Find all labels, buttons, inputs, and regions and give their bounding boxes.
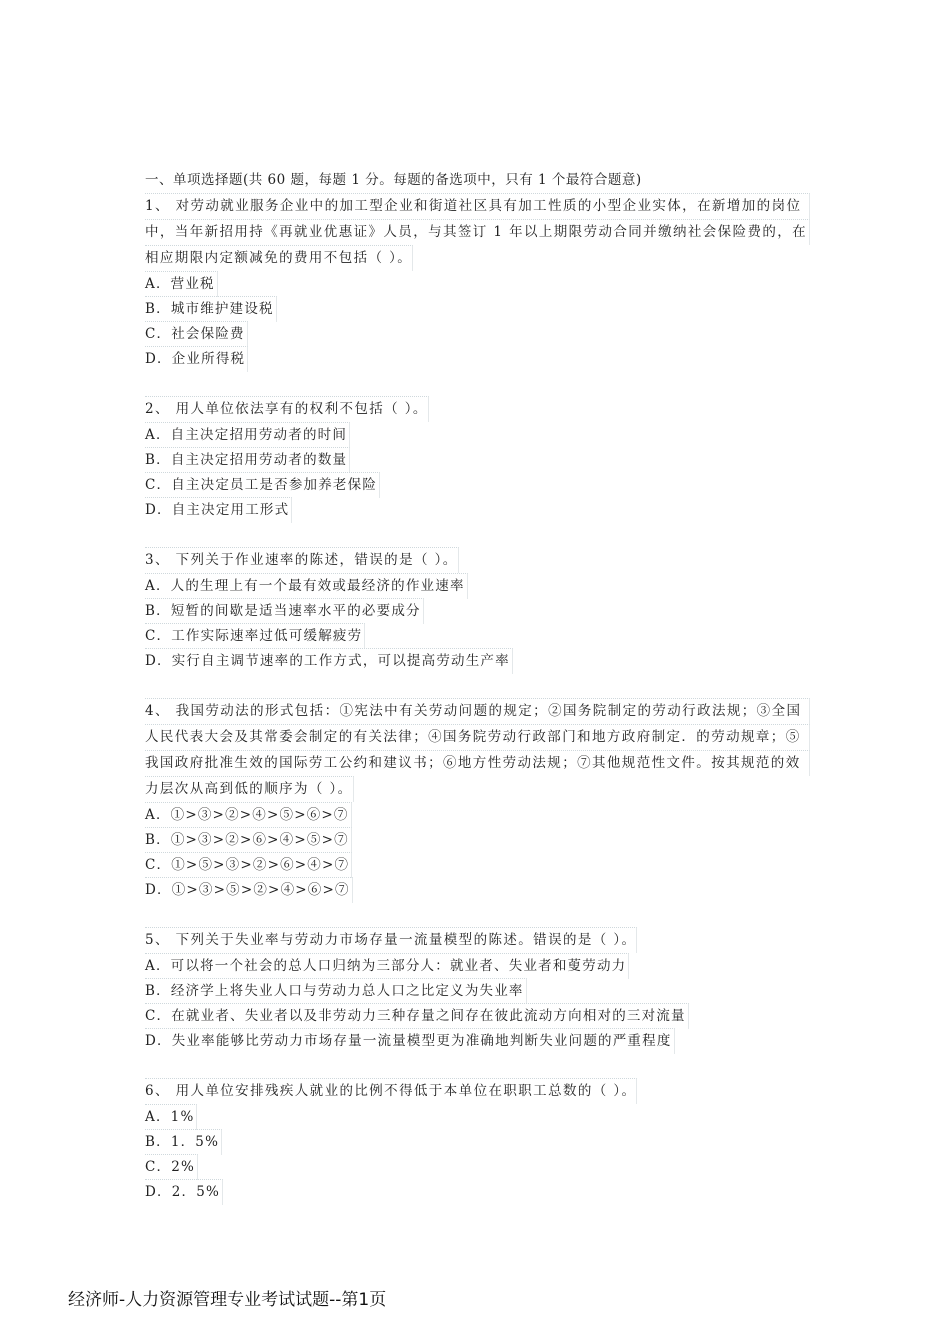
question-line: 相应期限内定额减免的费用不包括（ ）。 [145, 245, 413, 271]
question-line: 中，当年新招用持《再就业优惠证》人员，与其签订 1 年以上期限劳动合同并缴纳社会保险费的，在 [145, 219, 810, 245]
option-b: B．自主决定招用劳动者的数量 [145, 447, 810, 472]
option-d: D．企业所得税 [145, 346, 810, 371]
option-d: D．实行自主调节速率的工作方式，可以提高劳动生产率 [145, 648, 810, 673]
option-b: B．经济学上将失业人口与劳动力总人口之比定义为失业率 [145, 978, 810, 1003]
section-heading: 一、单项选择题(共 60 题，每题 1 分。每题的备选项中，只有 1 个最符合题意) [145, 172, 642, 188]
option-c: C．自主决定员工是否参加养老保险 [145, 472, 810, 497]
option-d: D．自主决定用工形式 [145, 497, 810, 522]
question-line: 4、 我国劳动法的形式包括：①宪法中有关劳动问题的规定；②国务院制定的劳动行政法规；③全国 [145, 698, 810, 724]
option-b: B．短暂的间歇是适当速率水平的必要成分 [145, 598, 810, 623]
option-d: D．失业率能够比劳动力市场存量一流量模型更为准确地判断失业问题的严重程度 [145, 1028, 810, 1053]
question-line: 3、 下列关于作业速率的陈述，错误的是（ ）。 [145, 547, 459, 573]
spacer [145, 522, 810, 547]
question-line: 1、 对劳动就业服务企业中的加工型企业和街道社区具有加工性质的小型企业实体，在新增加的岗位 [145, 193, 810, 219]
option-a: A．①>③>②>④>⑤>⑥>⑦ [145, 802, 810, 827]
question-3 [145, 547, 810, 673]
question-6 [145, 1078, 810, 1204]
question-stem [145, 927, 810, 953]
option-d: D．①>③>⑤>②>④>⑥>⑦ [145, 877, 810, 902]
option-a: A．可以将一个社会的总人口归纳为三部分人：就业者、失业者和蓃劳动力 [145, 953, 810, 978]
question-5 [145, 927, 810, 1053]
option-b: B．①>③>②>⑥>④>⑤>⑦ [145, 827, 810, 852]
question-line: 力层次从高到低的顺序为（ ）。 [145, 776, 354, 802]
option-c: C．社会保险费 [145, 321, 810, 346]
option-c: C．①>⑤>③>②>⑥>④>⑦ [145, 852, 810, 877]
question-line: 人民代表大会及其常委会制定的有关法律；④国务院劳动行政部门和地方政府制定．的劳动规章；⑤ [145, 724, 810, 750]
option-c: C．在就业者、失业者以及非劳动力三种存量之间存在彼此流动方向相对的三对流量 [145, 1003, 810, 1028]
question-1 [145, 193, 810, 371]
option-a: A．人的生理上有一个最有效或最经济的作业速率 [145, 573, 810, 598]
option-d: D．2．5% [145, 1179, 810, 1204]
question-stem [145, 396, 810, 422]
option-c: C．工作实际速率过低可缓解疲劳 [145, 623, 810, 648]
question-line: 5、 下列关于失业率与劳动力市场存量一流量模型的陈述。错误的是（ ）。 [145, 927, 637, 953]
question-stem [145, 1078, 810, 1104]
question-stem [145, 698, 810, 802]
spacer [145, 673, 810, 698]
option-b: B．城市维护建设税 [145, 296, 810, 321]
question-2 [145, 396, 810, 522]
option-b: B．1．5% [145, 1129, 810, 1154]
exam-content [145, 168, 810, 1204]
option-a: A．自主决定招用劳动者的时间 [145, 422, 810, 447]
question-line: 2、 用人单位依法享有的权利不包括（ ）。 [145, 396, 429, 422]
question-stem [145, 547, 810, 573]
spacer [145, 902, 810, 927]
option-a: A．1% [145, 1104, 810, 1129]
question-line: 我国政府批准生效的国际劳工公约和建议书；⑥地方性劳动法规；⑦其他规范性文件。按其规范的效 [145, 750, 810, 776]
question-stem [145, 193, 810, 271]
question-4 [145, 698, 810, 902]
page-footer: 经济师-人力资源管理专业考试试题--第1页 [68, 1290, 387, 1310]
spacer [145, 1053, 810, 1078]
option-a: A．营业税 [145, 271, 810, 296]
spacer [145, 371, 810, 396]
option-c: C．2% [145, 1154, 810, 1179]
question-line: 6、 用人单位安排残疾人就业的比例不得低于本单位在职职工总数的（ ）。 [145, 1078, 637, 1104]
